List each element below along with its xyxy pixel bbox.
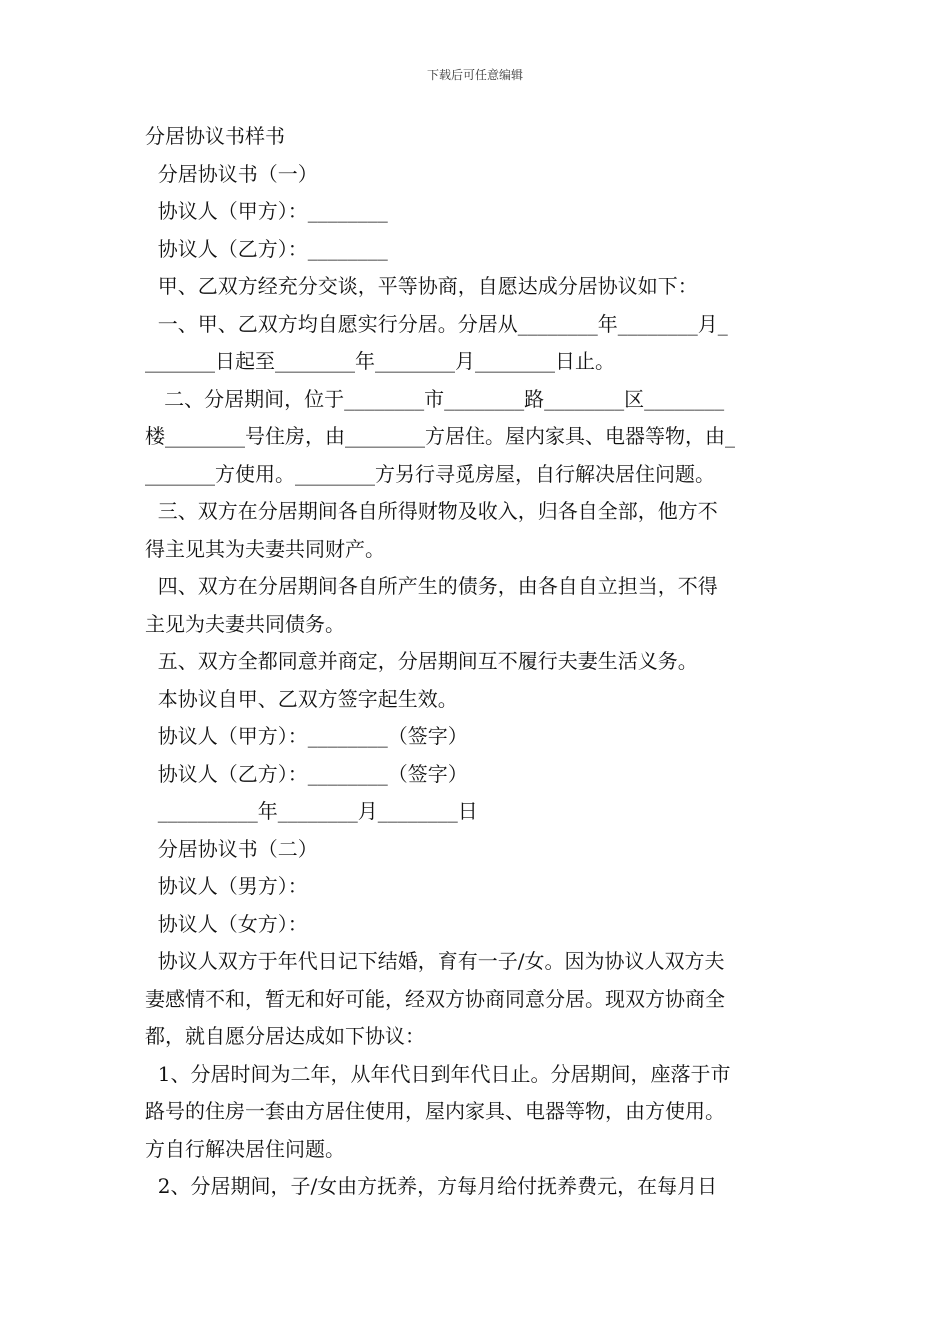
party-male-line: 协议人（男方）： (145, 874, 308, 898)
date-line: __________年________月________日 (145, 799, 478, 823)
paragraph-line: _______日起至________年________月________日止。 (145, 349, 615, 373)
party-b-line: 协议人（乙方）：________ (145, 236, 388, 261)
page-header: 下载后可任意编辑 (426, 68, 523, 82)
paragraph-line: 二、分居期间，位于________市________路________区________ (145, 386, 725, 411)
paragraph-line: 协议人双方于年代日记下结婚，育有一子/女。因为协议人双方夫 (145, 949, 725, 973)
party-female-line: 协议人（女方）： (145, 911, 308, 936)
document-body (145, 118, 810, 1206)
paragraph-line: 主见为夫妻共同债务。 (145, 611, 345, 636)
signature-line-a: 协议人（甲方）：________（签字） (145, 724, 468, 748)
paragraph-line: 妻感情不和，暂无和好可能，经双方协商同意分居。现双方协商全 (145, 986, 725, 1011)
signature-line-b: 协议人（乙方）：________（签字） (145, 761, 468, 786)
paragraph-line: 一、甲、乙双方均自愿实行分居。分居从________年________月_ (145, 311, 728, 336)
paragraph-line: 路号的住房一套由方居住使用，屋内家具、电器等物，由方使用。 (145, 1099, 725, 1123)
party-a-line: 协议人（甲方）：________ (145, 199, 388, 223)
paragraph-line: 都，就自愿分居达成如下协议： (145, 1024, 425, 1048)
paragraph-line: 三、双方在分居期间各自所得财物及收入，归各自全部，他方不 (145, 499, 718, 523)
paragraph-line: 甲、乙双方经充分交谈，平等协商，自愿达成分居协议如下： (145, 274, 698, 298)
paragraph-line: 方自行解决居住问题。 (145, 1136, 345, 1161)
paragraph-line: 得主见其为夫妻共同财产。 (145, 536, 385, 561)
paragraph-line: 五、双方全都同意并商定，分居期间互不履行夫妻生活义务。 (145, 649, 698, 673)
paragraph-line: 四、双方在分居期间各自所产生的债务，由各自自立担当，不得 (145, 574, 718, 598)
section-title-1: 分居协议书（一） (145, 161, 318, 186)
doc-title: 分居协议书样书 (145, 124, 285, 148)
section-title-2: 分居协议书（二） (145, 836, 318, 861)
paragraph-line: 本协议自甲、乙双方签字起生效。 (145, 686, 458, 711)
paragraph-line: 1、分居时间为二年，从年代日到年代日止。分居期间，座落于市 (145, 1061, 731, 1086)
paragraph-line: 2、分居期间，子/女由方抚养，方每月给付抚养费元，在每月日 (145, 1174, 718, 1198)
paragraph-line: _______方使用。________方另行寻觅房屋，自行解决居住问题。 (145, 461, 715, 486)
paragraph-line: 楼________号住房，由________方居住。屋内家具、电器等物，由_ (145, 424, 735, 448)
